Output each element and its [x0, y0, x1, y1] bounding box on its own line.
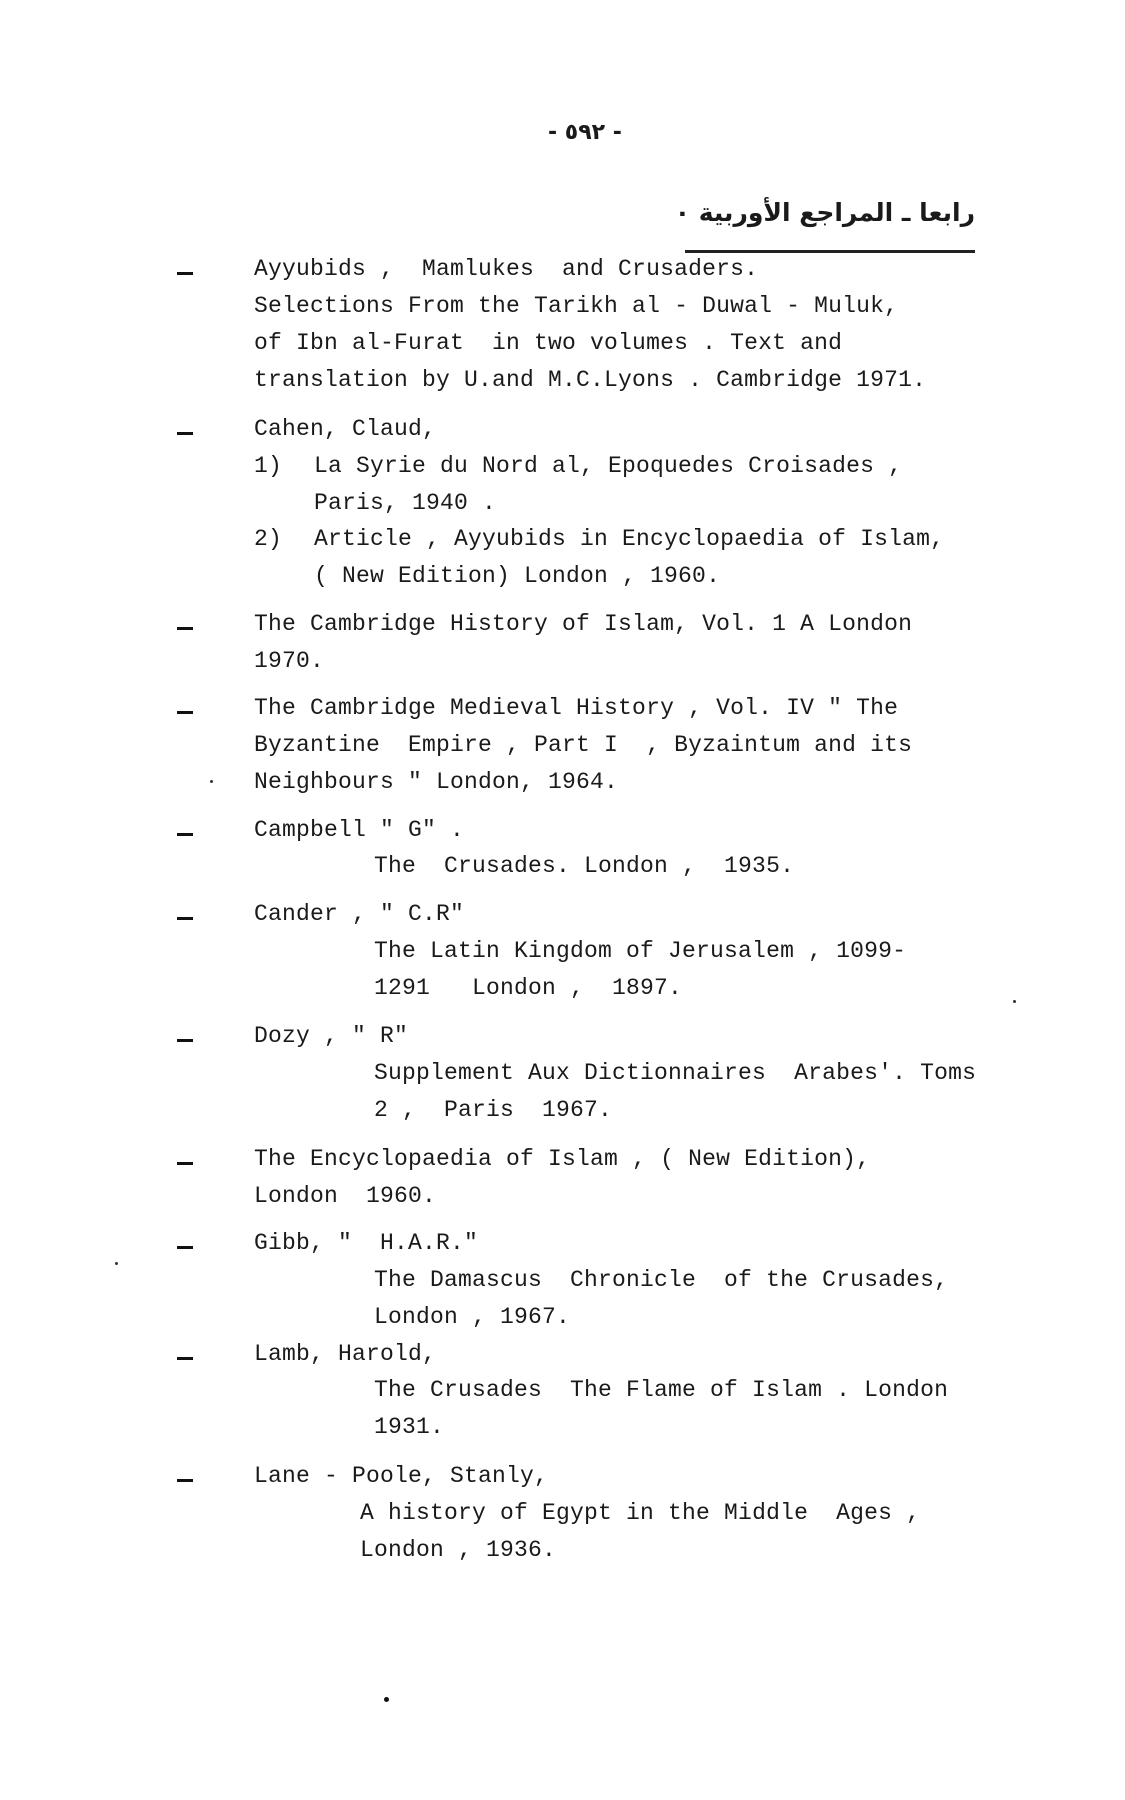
entry-bullet-dash: [177, 1479, 193, 1482]
page-number: - ٥٩٢ -: [548, 120, 622, 145]
entry-bullet-dash: [177, 1246, 193, 1249]
entry-line: London 1960.: [254, 1183, 437, 1209]
entry-bullet-dash: [177, 917, 193, 920]
entry-author: Lamb, Harold,: [254, 1341, 437, 1367]
entry-title-line: The Crusades The Flame of Islam . London: [374, 1377, 949, 1403]
scan-speck: [1013, 1000, 1016, 1003]
entry-line: 1970.: [254, 648, 325, 674]
entry-author: Lane - Poole, Stanly,: [254, 1463, 549, 1489]
entry-title-line: The Latin Kingdom of Jerusalem , 1099-: [374, 938, 907, 964]
entry-author: Cahen, Claud,: [254, 416, 437, 442]
scan-speck: [384, 1697, 389, 1702]
entry-title-line: The Damascus Chronicle of the Crusades,: [374, 1267, 949, 1293]
entry-line: of Ibn al-Furat in two volumes . Text and: [254, 330, 843, 356]
entry-line: translation by U.and M.C.Lyons . Cambridge 1971.: [254, 367, 927, 393]
entry-bullet-dash: [177, 711, 193, 714]
sub-item-line: La Syrie du Nord al, Epoquedes Croisades ,: [314, 453, 903, 479]
entry-title-line: A history of Egypt in the Middle Ages ,: [360, 1500, 921, 1526]
entry-author: Cander , " C.R": [254, 901, 465, 927]
entry-line: The Cambridge History of Islam, Vol. 1 A London: [254, 611, 913, 637]
entry-bullet-dash: [177, 833, 193, 836]
scan-speck: [115, 1262, 118, 1265]
sub-item-marker: 2): [254, 526, 283, 552]
entry-line: Selections From the Tarikh al - Duwal - Muluk,: [254, 293, 899, 319]
entry-title-line: The Crusades. London , 1935.: [374, 853, 795, 879]
entry-author: Dozy , " R": [254, 1023, 409, 1049]
entry-line: Neighbours " London, 1964.: [254, 769, 619, 795]
entry-title-line: 2 , Paris 1967.: [374, 1097, 613, 1123]
entry-author: Campbell " G" .: [254, 817, 465, 843]
entry-bullet-dash: [177, 1357, 193, 1360]
entry-title-line: London , 1967.: [374, 1304, 571, 1330]
entry-bullet-dash: [177, 627, 193, 630]
entry-line: The Cambridge Medieval History , Vol. IV " The: [254, 695, 899, 721]
entry-line: The Encyclopaedia of Islam , ( New Edition),: [254, 1146, 871, 1172]
sub-item-line: Article , Ayyubids in Encyclopaedia of Islam,: [314, 526, 945, 552]
entry-bullet-dash: [177, 1039, 193, 1042]
entry-line: Byzantine Empire , Part I , Byzaintum and its: [254, 732, 913, 758]
entry-line: Ayyubids , Mamlukes and Crusaders.: [254, 256, 759, 282]
entry-author: Gibb, " H.A.R.": [254, 1230, 479, 1256]
entry-title-line: 1291 London , 1897.: [374, 975, 683, 1001]
scan-speck: [210, 780, 213, 783]
entry-bullet-dash: [177, 432, 193, 435]
entry-bullet-dash: [177, 1162, 193, 1165]
sub-item-marker: 1): [254, 453, 283, 479]
sub-item-line: Paris, 1940 .: [314, 490, 497, 516]
entry-title-line: Supplement Aux Dictionnaires Arabes'. Toms: [374, 1060, 977, 1086]
entry-title-line: 1931.: [374, 1414, 445, 1440]
entry-title-line: London , 1936.: [360, 1537, 557, 1563]
entry-bullet-dash: [177, 272, 193, 275]
section-title: رابعا ـ المراجع الأوربية ٠: [674, 198, 975, 227]
sub-item-line: ( New Edition) London , 1960.: [314, 563, 721, 589]
